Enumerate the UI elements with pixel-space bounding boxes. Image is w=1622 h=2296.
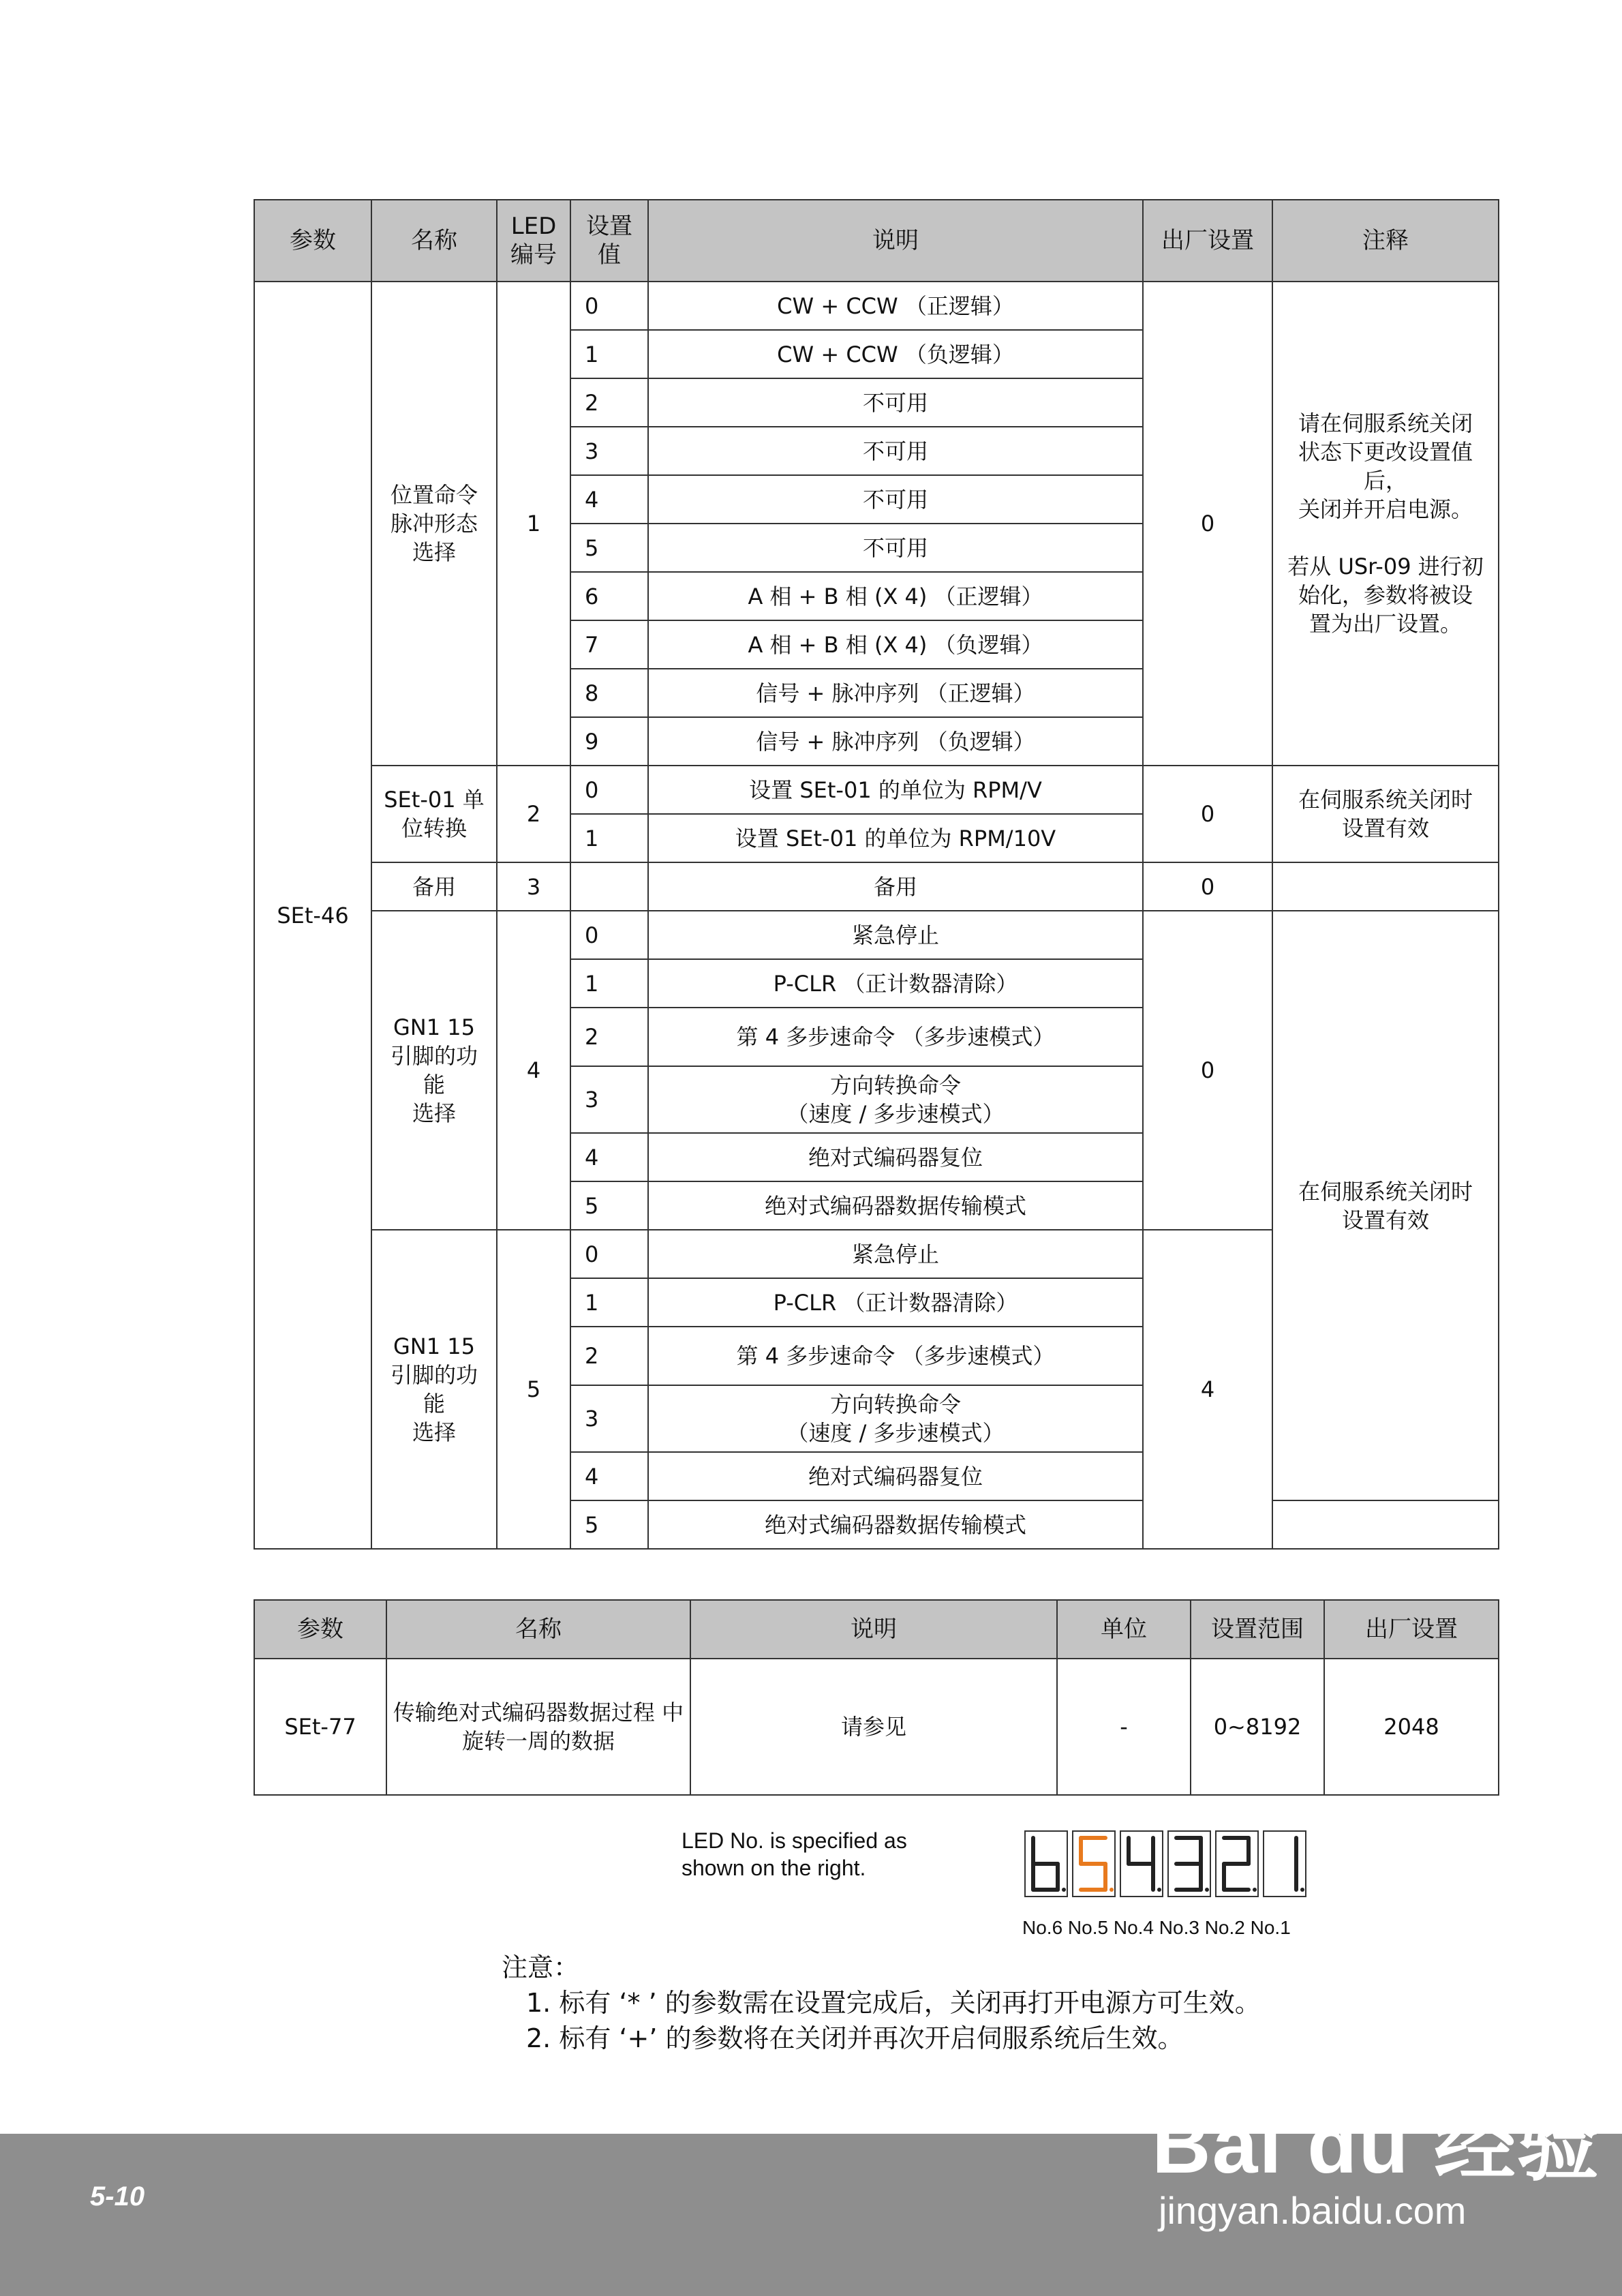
name-cell: SEt-01 单 位转换 xyxy=(371,766,497,862)
description-cell: 设置 SEt-01 的单位为 RPM/V xyxy=(648,766,1143,814)
description-cell: A 相 + B 相 (X 4) （正逻辑） xyxy=(648,572,1143,620)
description-cell: 绝对式编码器复位 xyxy=(648,1452,1143,1500)
seven-segment-display xyxy=(1022,1827,1309,1902)
value-cell: 5 xyxy=(570,524,648,572)
header-cell: 出厂设置 xyxy=(1324,1600,1499,1659)
header-cell: 设置 值 xyxy=(570,200,648,282)
led-number-cell: 4 xyxy=(497,911,570,1230)
description-cell: 不可用 xyxy=(648,524,1143,572)
description-cell: 绝对式编码器数据传输模式 xyxy=(648,1181,1143,1230)
led-info-text: LED No. is specified as shown on the right. xyxy=(682,1828,907,1880)
value-cell: 8 xyxy=(570,669,648,717)
value-cell: 1 xyxy=(570,330,648,378)
value-cell: 1 xyxy=(570,1278,648,1327)
description-cell: 设置 SEt-01 的单位为 RPM/10V xyxy=(648,814,1143,862)
factory-setting-cell: 0 xyxy=(1143,911,1272,1230)
description-cell: P-CLR （正计数器清除） xyxy=(648,959,1143,1008)
value-cell: 0 xyxy=(570,1230,648,1278)
header-cell: 注释 xyxy=(1272,200,1499,282)
description-cell: 不可用 xyxy=(648,475,1143,524)
unit-cell: - xyxy=(1057,1659,1191,1795)
value-cell: 4 xyxy=(570,1133,648,1181)
name-cell: GN1 15 引脚的功 能 选择 xyxy=(371,1230,497,1549)
note-item: 1. 标有 ‘* ’ 的参数需在设置完成后，关闭再打开电源方可生效。 xyxy=(526,1988,1261,2018)
description-cell: 信号 + 脉冲序列 （正逻辑） xyxy=(648,669,1143,717)
param-cell: SEt-46 xyxy=(254,282,371,1549)
decimal-point xyxy=(1110,1888,1114,1892)
note-item: 2. 标有 ‘+’ 的参数将在关闭并再次开启伺服系统后生效。 xyxy=(526,2023,1184,2053)
value-cell: 0 xyxy=(570,911,648,959)
name-cell: 位置命令 脉冲形态 选择 xyxy=(371,282,497,766)
value-cell: 5 xyxy=(570,1500,648,1549)
table-row xyxy=(254,862,1499,911)
value-cell xyxy=(570,862,648,911)
table-row xyxy=(254,911,1499,959)
header-cell: 说明 xyxy=(690,1600,1057,1659)
factory-setting-cell: 0 xyxy=(1143,862,1272,911)
led-number-cell: 3 xyxy=(497,862,570,911)
note-cell xyxy=(1272,862,1499,911)
header-cell: 名称 xyxy=(371,200,497,282)
name-cell: 传输绝对式编码器数据过程 中旋转一周的数据 xyxy=(386,1659,690,1795)
led-number-cell: 5 xyxy=(497,1230,570,1549)
header-cell: 设置范围 xyxy=(1191,1600,1324,1659)
led-number-cell: 1 xyxy=(497,282,570,766)
decimal-point xyxy=(1157,1888,1161,1892)
name-cell: 备用 xyxy=(371,862,497,911)
description-cell: CW + CCW （负逻辑） xyxy=(648,330,1143,378)
table2-header-row xyxy=(254,1600,1499,1659)
table1-header-row xyxy=(254,200,1499,282)
factory-setting-cell: 0 xyxy=(1143,282,1272,766)
description-cell: 方向转换命令 （速度 / 多步速模式） xyxy=(648,1066,1143,1133)
notes-title: 注意： xyxy=(502,1952,580,1982)
description-cell: 备用 xyxy=(648,862,1143,911)
header-cell: 说明 xyxy=(648,200,1143,282)
name-cell: GN1 15 引脚的功 能 选择 xyxy=(371,911,497,1230)
description-cell: A 相 + B 相 (X 4) （负逻辑） xyxy=(648,620,1143,669)
value-cell: 4 xyxy=(570,475,648,524)
value-cell: 0 xyxy=(570,282,648,330)
table-row xyxy=(254,282,1499,330)
table-row xyxy=(254,766,1499,814)
description-cell: 紧急停止 xyxy=(648,1230,1143,1278)
factory-setting-cell: 0 xyxy=(1143,766,1272,862)
value-cell: 3 xyxy=(570,1066,648,1133)
header-cell: 参数 xyxy=(254,200,371,282)
value-cell: 2 xyxy=(570,378,648,427)
note-cell: 在伺服系统关闭时 设置有效 xyxy=(1272,766,1499,862)
digit-3 xyxy=(1168,1831,1210,1897)
header-cell: 单位 xyxy=(1057,1600,1191,1659)
parameter-table-set46 xyxy=(254,199,1499,1550)
description-cell: 第 4 多步速命令 （多步速模式） xyxy=(648,1008,1143,1066)
header-cell: 名称 xyxy=(386,1600,690,1659)
digit-2 xyxy=(1216,1831,1258,1897)
value-cell: 4 xyxy=(570,1452,648,1500)
digit-1 xyxy=(1264,1831,1306,1897)
param-cell: SEt-77 xyxy=(254,1659,386,1795)
value-cell: 0 xyxy=(570,766,648,814)
table-row xyxy=(254,1659,1499,1795)
value-cell: 6 xyxy=(570,572,648,620)
value-cell: 2 xyxy=(570,1008,648,1066)
value-cell: 9 xyxy=(570,717,648,766)
value-cell: 3 xyxy=(570,1385,648,1452)
factory-setting-cell: 4 xyxy=(1143,1230,1272,1549)
value-cell: 2 xyxy=(570,1327,648,1385)
notes-section xyxy=(502,1950,1261,2056)
description-cell: 绝对式编码器数据传输模式 xyxy=(648,1500,1143,1549)
watermark-logo: Bai du 经验 xyxy=(1152,2099,1601,2190)
note-cell: 在伺服系统关闭时 设置有效 xyxy=(1272,911,1499,1500)
description-cell: 不可用 xyxy=(648,378,1143,427)
digit-frame xyxy=(1264,1831,1306,1897)
header-cell: 参数 xyxy=(254,1600,386,1659)
digit-5 xyxy=(1073,1831,1115,1897)
digit-b xyxy=(1025,1831,1067,1897)
header-cell: 出厂设置 xyxy=(1143,200,1272,282)
description-cell: CW + CCW （正逻辑） xyxy=(648,282,1143,330)
led-number-cell: 2 xyxy=(497,766,570,862)
led-number-labels: No.6 No.5 No.4 No.3 No.2 No.1 xyxy=(1022,1917,1291,1938)
decimal-point xyxy=(1253,1888,1257,1892)
description-cell: 绝对式编码器复位 xyxy=(648,1133,1143,1181)
header-cell: LED 编号 xyxy=(497,200,570,282)
description-cell: 信号 + 脉冲序列 （负逻辑） xyxy=(648,717,1143,766)
value-cell: 1 xyxy=(570,814,648,862)
digit-4 xyxy=(1120,1831,1163,1897)
description-cell: 不可用 xyxy=(648,427,1143,475)
parameter-table-set77 xyxy=(254,1599,1499,1796)
page-number: 5-10 xyxy=(90,2181,145,2211)
description-cell: 方向转换命令 （速度 / 多步速模式） xyxy=(648,1385,1143,1452)
decimal-point xyxy=(1205,1888,1209,1892)
value-cell: 5 xyxy=(570,1181,648,1230)
decimal-point xyxy=(1062,1888,1066,1892)
value-cell: 7 xyxy=(570,620,648,669)
note-cell: 请在伺服系统关闭 状态下更改设置值 后， 关闭并开启电源。 若从 USr-09 进行初 始化，参数将被设 置为出厂设置。 xyxy=(1272,282,1499,766)
value-cell: 3 xyxy=(570,427,648,475)
value-cell: 1 xyxy=(570,959,648,1008)
note-cell-empty xyxy=(1272,1500,1499,1549)
description-cell: 紧急停止 xyxy=(648,911,1143,959)
decimal-point xyxy=(1300,1888,1304,1892)
range-cell: 0~8192 xyxy=(1191,1659,1324,1795)
description-cell: P-CLR （正计数器清除） xyxy=(648,1278,1143,1327)
description-cell: 第 4 多步速命令 （多步速模式） xyxy=(648,1327,1143,1385)
desc-cell: 请参见 xyxy=(690,1659,1057,1795)
factory-cell: 2048 xyxy=(1324,1659,1499,1795)
watermark-url: jingyan.baidu.com xyxy=(1159,2189,1467,2232)
